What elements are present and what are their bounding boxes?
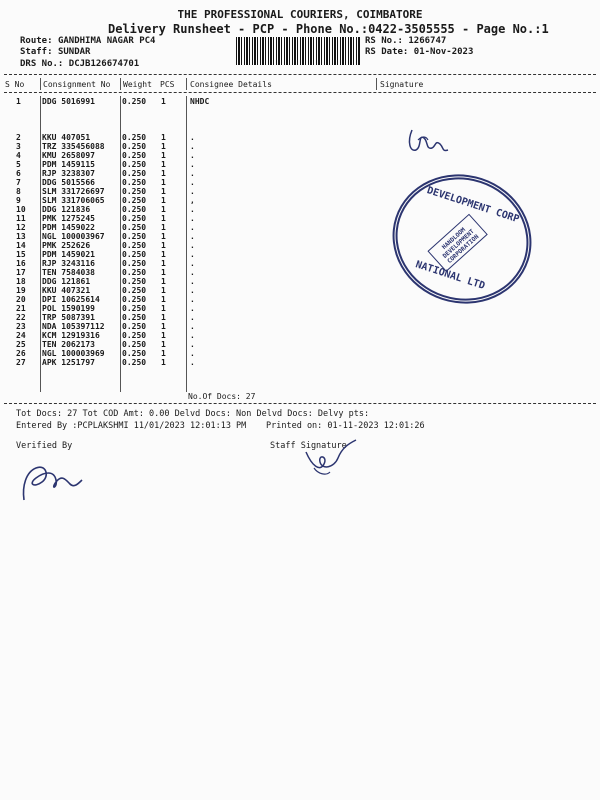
cell-cn: APK 1251797 xyxy=(42,358,95,367)
col-divider xyxy=(376,78,377,90)
runsheet-title: Delivery Runsheet - PCP - Phone No.:0422-3505555 - Page No.:1 xyxy=(108,22,549,36)
cell-details: . xyxy=(190,151,195,160)
cell-pcs: 1 xyxy=(161,286,166,295)
cell-wt: 0.250 xyxy=(122,133,147,142)
cell-pcs: 1 xyxy=(161,250,166,259)
cell-cn: SLM 331706065 xyxy=(42,196,105,205)
cell-pcs: 1 xyxy=(161,268,166,277)
cell-cn: PMK 1275245 xyxy=(42,214,95,223)
cell-pcs: 1 xyxy=(161,151,166,160)
cell-wt: 0.250 xyxy=(122,277,147,286)
cell-wt: 0.250 xyxy=(122,349,147,358)
cell-wt: 0.250 xyxy=(122,358,147,367)
drs-value: DCJB126674701 xyxy=(68,59,140,69)
cell-pcs: 1 xyxy=(161,304,166,313)
table-top-rule xyxy=(4,74,596,75)
cell-sno: 17 xyxy=(16,268,26,277)
cell-details: . xyxy=(190,214,195,223)
cell-pcs: 1 xyxy=(161,349,166,358)
cell-details: . xyxy=(190,286,195,295)
cell-wt: 0.250 xyxy=(122,151,147,160)
printed-on: Printed on: 01-11-2023 12:01:26 xyxy=(266,421,425,431)
cell-pcs: 1 xyxy=(161,142,166,151)
cell-cn: DPI 10625614 xyxy=(42,295,100,304)
cell-sno: 5 xyxy=(16,160,21,169)
cell-details: . xyxy=(190,340,195,349)
barcode xyxy=(236,37,360,65)
cell-sno: 10 xyxy=(16,205,26,214)
cell-cn: RJP 3238307 xyxy=(42,169,95,178)
cell-cn: DDG 121836 xyxy=(42,205,91,214)
cell-pcs: 1 xyxy=(161,322,166,331)
totals-line: Tot Docs: 27 Tot COD Amt: 0.00 Delvd Docs: Non Delvd Docs: Delvy pts: xyxy=(16,409,370,419)
rs-no-line xyxy=(365,36,446,46)
cell-details: . xyxy=(190,295,195,304)
company-name: THE PROFESSIONAL COURIERS, COIMBATORE xyxy=(177,8,423,21)
cell-wt: 0.250 xyxy=(122,97,147,106)
route-label: Route: xyxy=(20,36,53,46)
cell-cn: NDA 105397112 xyxy=(42,322,105,331)
rs-date-line xyxy=(365,47,473,57)
cell-details: . xyxy=(190,322,195,331)
cell-cn: POL 1590199 xyxy=(42,304,95,313)
staff-signature xyxy=(300,438,360,478)
cell-pcs: 1 xyxy=(161,340,166,349)
cell-wt: 0.250 xyxy=(122,331,147,340)
cell-wt: 0.250 xyxy=(122,322,147,331)
cell-sno: 20 xyxy=(16,295,26,304)
cell-cn: TEN 2062173 xyxy=(42,340,95,349)
cell-cn: PDM 1459022 xyxy=(42,223,95,232)
cell-sno: 13 xyxy=(16,232,26,241)
col-consignee: Consignee Details xyxy=(190,80,272,89)
rs-date-label: RS Date: xyxy=(365,47,409,57)
cell-pcs: 1 xyxy=(161,196,166,205)
route-value: GANDHIMA NAGAR PC4 xyxy=(57,36,156,46)
cell-details: . xyxy=(190,349,195,358)
cell-cn: NGL 100003967 xyxy=(42,232,105,241)
cell-details: . xyxy=(190,232,195,241)
cell-wt: 0.250 xyxy=(122,313,147,322)
cell-pcs: 1 xyxy=(161,295,166,304)
receiver-signature xyxy=(402,122,452,162)
table-header-rule xyxy=(4,92,596,93)
col-divider xyxy=(40,78,41,90)
cell-pcs: 1 xyxy=(161,97,166,106)
no-of-docs: No.Of Docs: 27 xyxy=(188,392,256,401)
cell-sno: 14 xyxy=(16,241,26,250)
cell-sno: 7 xyxy=(16,178,21,187)
cell-wt: 0.250 xyxy=(122,205,147,214)
cell-details: . xyxy=(190,178,195,187)
rs-date-value: 01-Nov-2023 xyxy=(413,47,474,57)
cell-details: . xyxy=(190,241,195,250)
cell-details: . xyxy=(190,277,195,286)
cell-pcs: 1 xyxy=(161,241,166,250)
cell-pcs: 1 xyxy=(161,358,166,367)
col-weight: Weight xyxy=(123,80,152,89)
col-pcs: PCS xyxy=(160,80,175,89)
cell-wt: 0.250 xyxy=(122,286,147,295)
cell-wt: 0.250 xyxy=(122,250,147,259)
cell-wt: 0.250 xyxy=(122,268,147,277)
cell-sno: 11 xyxy=(16,214,26,223)
cell-pcs: 1 xyxy=(161,331,166,340)
cell-wt: 0.250 xyxy=(122,160,147,169)
cell-details: . xyxy=(190,331,195,340)
cell-pcs: 1 xyxy=(161,133,166,142)
cell-cn: TRZ 335456088 xyxy=(42,142,105,151)
drs-label: DRS No.: xyxy=(20,59,64,69)
cell-details: . xyxy=(190,304,195,313)
cell-cn: PMK 252626 xyxy=(42,241,91,250)
cell-cn: NGL 100003969 xyxy=(42,349,105,358)
stamp-top-text: DEVELOPMENT CORP xyxy=(425,185,521,226)
drs-line xyxy=(20,59,139,69)
cell-sno: 22 xyxy=(16,313,26,322)
cell-sno: 27 xyxy=(16,358,26,367)
cell-cn: RJP 3243116 xyxy=(42,259,95,268)
cell-pcs: 1 xyxy=(161,169,166,178)
cell-details: . xyxy=(190,268,195,277)
cell-cn: KKU 407051 xyxy=(42,133,91,142)
entered-by: Entered By :PCPLAKSHMI 11/01/2023 12:01:13 PM xyxy=(16,421,247,431)
cell-details: . xyxy=(190,205,195,214)
cell-sno: 1 xyxy=(16,97,21,106)
cell-cn: DDG 5015566 xyxy=(42,178,95,187)
staff-line xyxy=(20,47,90,57)
cell-pcs: 1 xyxy=(161,313,166,322)
cell-pcs: 1 xyxy=(161,187,166,196)
cell-details: . xyxy=(190,169,195,178)
cell-sno: 25 xyxy=(16,340,26,349)
cell-details: , xyxy=(190,196,195,205)
verifier-signature xyxy=(16,458,88,506)
verified-by-label: Verified By xyxy=(16,441,73,451)
cell-wt: 0.250 xyxy=(122,295,147,304)
cell-cn: DDG 5016991 xyxy=(42,97,95,106)
cell-wt: 0.250 xyxy=(122,241,147,250)
table-row xyxy=(0,97,600,107)
cell-pcs: 1 xyxy=(161,205,166,214)
cell-sno: 18 xyxy=(16,277,26,286)
col-signature: Signature xyxy=(380,80,424,89)
cell-details: . xyxy=(190,142,195,151)
cell-wt: 0.250 xyxy=(122,142,147,151)
col-consignment: Consignment No xyxy=(43,80,111,89)
staff-label: Staff: xyxy=(20,47,53,57)
col-sno: S No xyxy=(5,80,25,89)
cell-pcs: 1 xyxy=(161,214,166,223)
cell-wt: 0.250 xyxy=(122,169,147,178)
cell-details: . xyxy=(190,358,195,367)
cell-cn: PDM 1459021 xyxy=(42,250,95,259)
cell-details: . xyxy=(190,250,195,259)
staff-signature-label: Staff Signature xyxy=(270,441,347,451)
cell-sno: 21 xyxy=(16,304,26,313)
col-divider xyxy=(120,78,121,90)
cell-details: NHDC xyxy=(190,97,210,106)
stamp-middle-box: HANDLOOM DEVELOPMENT CORPORATION xyxy=(427,214,487,272)
cell-sno: 2 xyxy=(16,133,21,142)
cell-wt: 0.250 xyxy=(122,259,147,268)
cell-wt: 0.250 xyxy=(122,232,147,241)
cell-details: . xyxy=(190,223,195,232)
stamp-bottom-text: NATIONAL LTD xyxy=(414,259,487,293)
cell-wt: 0.250 xyxy=(122,196,147,205)
cell-wt: 0.250 xyxy=(122,304,147,313)
cell-sno: 19 xyxy=(16,286,26,295)
rs-no-label: RS No.: xyxy=(365,36,403,46)
cell-sno: 4 xyxy=(16,151,21,160)
cell-cn: KKU 407321 xyxy=(42,286,91,295)
cell-cn: DDG 121861 xyxy=(42,277,91,286)
cell-details: . xyxy=(190,160,195,169)
cell-cn: KCM 12919316 xyxy=(42,331,100,340)
cell-pcs: 1 xyxy=(161,160,166,169)
cell-pcs: 1 xyxy=(161,223,166,232)
cell-sno: 9 xyxy=(16,196,21,205)
cell-wt: 0.250 xyxy=(122,214,147,223)
cell-cn: SLM 331726697 xyxy=(42,187,105,196)
route-line xyxy=(20,36,155,46)
cell-sno: 3 xyxy=(16,142,21,151)
cell-pcs: 1 xyxy=(161,259,166,268)
cell-wt: 0.250 xyxy=(122,340,147,349)
cell-cn: TEN 7584038 xyxy=(42,268,95,277)
cell-wt: 0.250 xyxy=(122,178,147,187)
cell-details: . xyxy=(190,187,195,196)
rs-no-value: 1266747 xyxy=(408,36,447,46)
cell-pcs: 1 xyxy=(161,178,166,187)
cell-details: . xyxy=(190,133,195,142)
cell-details: . xyxy=(190,259,195,268)
cell-details: . xyxy=(190,313,195,322)
cell-sno: 16 xyxy=(16,259,26,268)
cell-cn: PDM 1459115 xyxy=(42,160,95,169)
cell-pcs: 1 xyxy=(161,277,166,286)
cell-wt: 0.250 xyxy=(122,223,147,232)
cell-sno: 12 xyxy=(16,223,26,232)
cell-cn: TRP 5087391 xyxy=(42,313,95,322)
cell-wt: 0.250 xyxy=(122,187,147,196)
table-bottom-rule xyxy=(4,403,596,404)
cell-sno: 26 xyxy=(16,349,26,358)
col-divider xyxy=(186,78,187,90)
staff-value: SUNDAR xyxy=(57,47,91,57)
cell-sno: 6 xyxy=(16,169,21,178)
cell-sno: 24 xyxy=(16,331,26,340)
cell-sno: 8 xyxy=(16,187,21,196)
cell-sno: 15 xyxy=(16,250,26,259)
cell-pcs: 1 xyxy=(161,232,166,241)
cell-cn: KMU 2658097 xyxy=(42,151,95,160)
table-row xyxy=(0,358,600,368)
cell-sno: 23 xyxy=(16,322,26,331)
